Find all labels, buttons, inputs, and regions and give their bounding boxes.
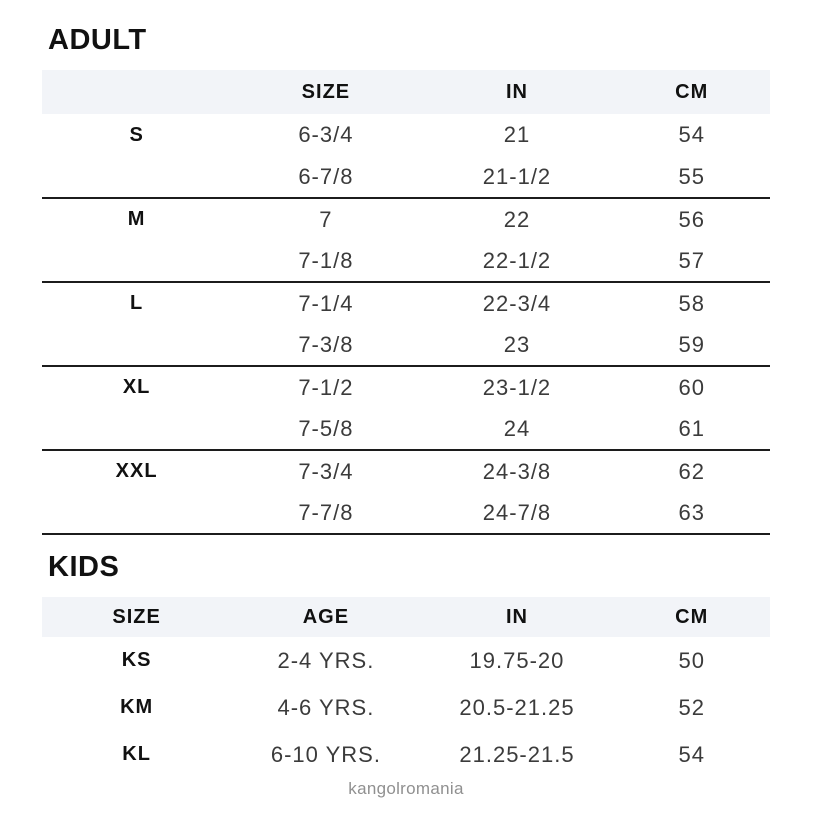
in-value: 22-1/2	[421, 240, 614, 282]
in-value: 21	[503, 122, 531, 147]
table-row	[42, 240, 770, 282]
adult-header-in: IN	[421, 70, 614, 114]
adult-header-cm: CM	[613, 70, 770, 114]
table-row	[42, 684, 770, 731]
kids-header-in: IN	[421, 597, 614, 637]
cm-value: 57	[613, 240, 770, 282]
in-value: 22	[503, 206, 531, 232]
cm-value: 59	[613, 324, 770, 366]
size-value: 6-3/4	[298, 122, 354, 147]
cm-value: 58	[678, 290, 705, 316]
kids-header-cm: CM	[613, 597, 770, 637]
size-group-label: XL	[122, 376, 151, 398]
size-value: 7-1/8	[231, 240, 420, 282]
size-value: 7-1/4	[298, 290, 354, 316]
size-value: 6-7/8	[231, 156, 420, 198]
size-group-label-empty	[42, 324, 231, 366]
size-group-label-empty	[42, 240, 231, 282]
cm-value: 60	[678, 374, 705, 400]
size-group-label: L	[130, 292, 144, 314]
age-value: 6-10 YRS.	[270, 741, 381, 767]
size-group-label-empty	[42, 408, 231, 450]
in-value: 24-7/8	[421, 492, 614, 534]
kids-table-header	[42, 597, 770, 637]
table-row	[42, 156, 770, 198]
in-value: 21.25-21.5	[459, 741, 575, 767]
table-row	[42, 450, 770, 492]
kids-header-size: SIZE	[42, 597, 231, 637]
size-value: 7-3/4	[298, 458, 354, 484]
kids-section-title: KIDS	[48, 551, 120, 583]
cm-value: 52	[678, 694, 705, 720]
table-row	[42, 282, 770, 324]
cm-value: 56	[678, 206, 705, 232]
adult-header-row	[42, 70, 770, 114]
size-value: 7-7/8	[231, 492, 420, 534]
adult-header-blank	[42, 70, 231, 114]
table-row	[42, 637, 770, 684]
kids-size-table	[42, 597, 770, 778]
in-value: 23	[421, 324, 614, 366]
in-value: 20.5-21.25	[459, 694, 575, 720]
in-value: 22-3/4	[482, 290, 552, 316]
in-value: 23-1/2	[482, 374, 552, 400]
in-value: 24-3/8	[482, 458, 552, 484]
table-row	[42, 114, 770, 156]
in-value: 24	[421, 408, 614, 450]
kids-size-label: KS	[121, 649, 152, 671]
size-value: 7-1/2	[298, 374, 354, 400]
adult-header-size: SIZE	[231, 70, 420, 114]
adult-table-header	[42, 70, 770, 114]
size-value: 7-3/8	[231, 324, 420, 366]
cm-value: 54	[678, 741, 705, 767]
adult-size-table	[42, 70, 770, 535]
cm-value: 61	[613, 408, 770, 450]
cm-value: 55	[613, 156, 770, 198]
in-value: 21-1/2	[421, 156, 614, 198]
brand-watermark: kangolromania	[348, 779, 464, 798]
table-row	[42, 408, 770, 450]
age-value: 2-4 YRS.	[277, 647, 375, 673]
size-group-label: M	[127, 208, 146, 230]
cm-value: 50	[678, 647, 705, 673]
kids-size-label: KM	[120, 696, 154, 718]
table-row	[42, 198, 770, 240]
kids-size-label: KL	[122, 743, 151, 765]
table-row	[42, 366, 770, 408]
size-group-label: S	[129, 123, 144, 146]
size-value: 7	[319, 206, 333, 232]
size-group-label-empty	[42, 492, 231, 534]
in-value: 19.75-20	[469, 647, 565, 673]
cm-value: 54	[678, 122, 705, 147]
size-group-label-empty	[42, 156, 231, 198]
cm-value: 63	[613, 492, 770, 534]
adult-section-title: ADULT	[48, 24, 147, 56]
kids-header-row	[42, 597, 770, 637]
table-row	[42, 731, 770, 778]
table-row	[42, 492, 770, 534]
kids-header-age: AGE	[231, 597, 420, 637]
size-value: 7-5/8	[231, 408, 420, 450]
size-group-label: XXL	[115, 460, 158, 482]
age-value: 4-6 YRS.	[277, 694, 375, 720]
table-row	[42, 324, 770, 366]
cm-value: 62	[678, 458, 705, 484]
